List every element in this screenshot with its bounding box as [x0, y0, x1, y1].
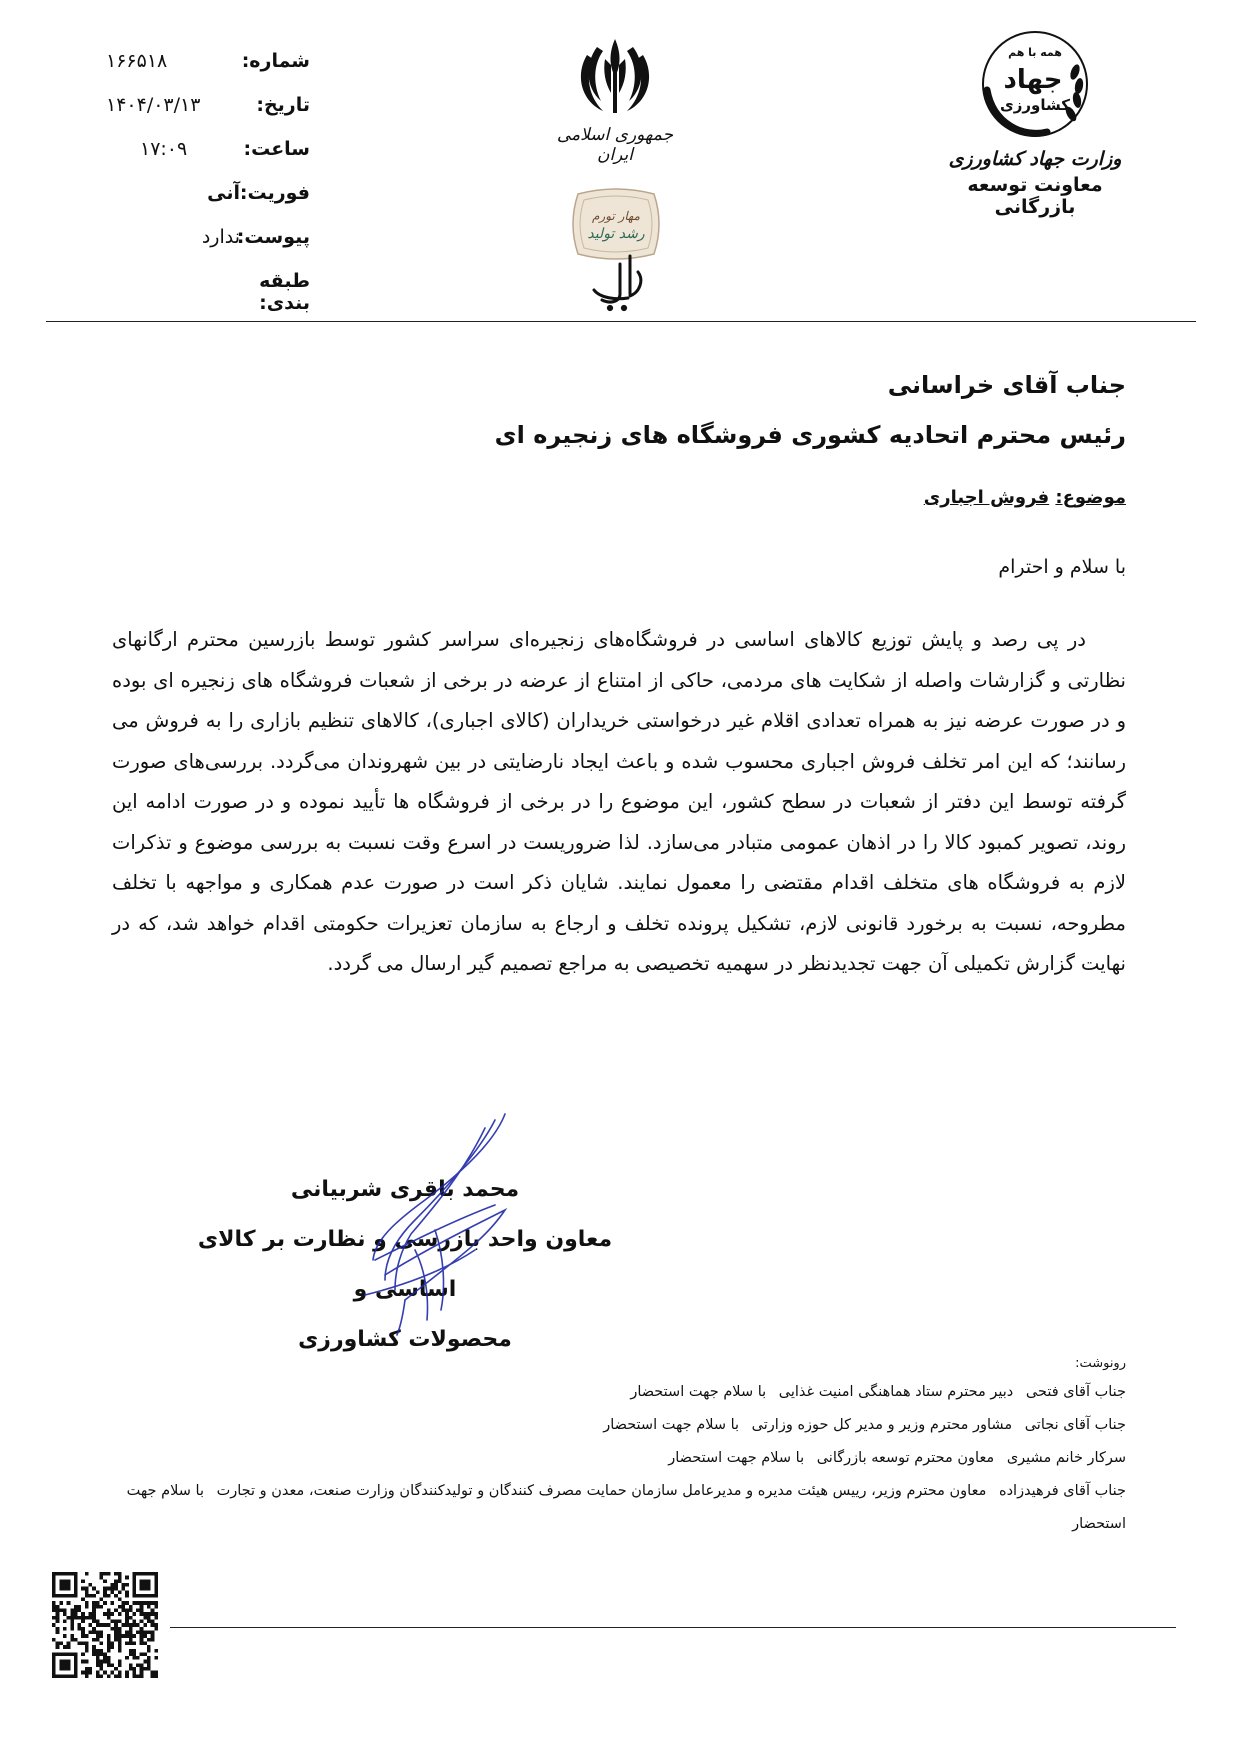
number-label: شماره: — [241, 50, 310, 72]
emblem-caption: جمهوری اسلامی ایران — [556, 125, 674, 165]
handwritten-signature — [345, 1110, 535, 1340]
signatory-title-line1: معاون واحد بازرسی و نظارت بر کالای اساسی و — [197, 1227, 613, 1302]
classification-label: طبقه بندی: — [259, 270, 310, 314]
cc-name: جناب آقای فتحی — [1025, 1384, 1126, 1400]
date-label: تاریخ: — [256, 94, 310, 116]
number-value: ۱۶۶۵۱۸ — [106, 50, 168, 72]
priority-label: فوریت: — [239, 182, 310, 204]
attachment-value: ندارد — [201, 226, 240, 248]
letter-body: در پی رصد و پایش توزیع کالاهای اساسی در فروشگاه‌های زنجیره‌ای سراسر کشور توسط بازرسین محترم ارگانهای نظارتی و گزارشات واصله از شکایت های مردمی، حاکی از امتناع از عرضه در برخی از شعبات فروشگاه های زنجیره ای بوده و در صورت عرضه نیز به همراه تعدادی اقلام غیر درخواستی خریداران (کالای اجباری)، کالاهای تنظیم بازاری را به فروش می رسانند؛ که این امر تخلف فروش اجباری محسوب شده و باعث ایجاد نارضایتی در بین شهروندان می‌گردد. بررسی‌های صورت گرفته توسط این دفتر از شعبات در سطح کشور، این موضوع را در برخی از فروشگاه ها تأیید نموده و در صورت ادامه این روند، تصویر کمبود کالا را در اذهان عمومی متبادر می‌سازد. لذا ضروریست در اسرع وقت نسبت به بررسی موضوع و تذکرات لازم به فروشگاه های متخلف اقدام مقتضی را معمول نمایند. شایان ذکر است در صورت عدم همکاری و مواجهه با تخلف مطروحه، نسبت به برخورد قانونی لازم، تشکیل پرونده تخلف و ارجاع به سازمان تعزیرات حکومتی اقدام خواهد شد، که در نهایت گزارش تکمیلی آن جهت تجدیدنظر در سهمیه تخصیصی به مراجع تصمیم گیر ارسال می گردد. — [112, 628, 1126, 975]
signatory-name: محمد باقری شربیانی — [290, 1177, 520, 1202]
qr-code-icon — [52, 1572, 158, 1678]
cc-note: با سلام جهت استحضار — [668, 1450, 805, 1466]
signature-icon — [345, 1110, 535, 1340]
cc-role: دبیر محترم ستاد هماهنگی امنیت غذایی — [778, 1384, 1014, 1400]
cc-note: با سلام جهت استحضار — [603, 1417, 740, 1433]
seal-main-text: جهاد — [1003, 65, 1063, 95]
seal-sub-text: کشاورزی — [1000, 96, 1070, 114]
meta-classification-row — [100, 270, 310, 314]
addressee — [126, 360, 1126, 460]
cc-row — [126, 1409, 1126, 1442]
meta-date-row — [100, 94, 310, 138]
attachment-label: پیوست: — [236, 226, 310, 248]
meta-attachment-row — [100, 226, 310, 270]
subject-label: موضوع: — [1055, 487, 1126, 508]
meta-number-row — [100, 50, 310, 94]
ministry-seal-icon — [975, 28, 1095, 146]
iran-emblem — [545, 35, 685, 165]
date-value: ۱۴۰۴/۰۳/۱۳ — [106, 94, 201, 116]
cc-role: معاون محترم توسعه بازرگانی — [816, 1450, 995, 1466]
cc-row — [126, 1376, 1126, 1409]
cc-note: با سلام جهت استحضار — [630, 1384, 767, 1400]
iran-emblem-icon — [575, 35, 655, 119]
footer-divider — [170, 1627, 1176, 1628]
slogan-line2: رشد تولید — [587, 226, 645, 242]
cc-row — [126, 1442, 1126, 1475]
greeting: با سلام و احترام — [998, 556, 1126, 578]
cc-list — [126, 1352, 1126, 1541]
cc-name: جناب آقای فرهیدزاده — [998, 1483, 1126, 1499]
cc-role: مشاور محترم وزیر و مدیر کل حوزه وزارتی — [751, 1417, 1013, 1433]
slogan-line1: مهار تورم — [592, 209, 640, 223]
cc-role: معاون محترم وزیر، رییس هیئت مدیره و مدیرعامل سازمان حمایت مصرف کنندگان و تولیدکنندگان وزارت صنعت، معدن و تجارت — [216, 1483, 987, 1499]
priority-value: آنی — [207, 182, 240, 204]
seal-top-text: همه با هم — [1008, 46, 1062, 59]
deputy-name: معاونت توسعه بازرگانی — [967, 174, 1103, 218]
ministry-logo — [940, 28, 1130, 218]
subject-value: فروش اجباری — [923, 487, 1050, 508]
time-label: ساعت: — [243, 138, 310, 160]
addressee-title: رئیس محترم اتحادیه کشوری فروشگاه های زنجیره ای — [494, 421, 1126, 449]
meta-priority-row — [100, 182, 310, 226]
cc-title: رونوشت: — [1075, 1356, 1126, 1371]
signatory-title-line2: محصولات کشاورزی — [298, 1327, 512, 1352]
calligraphy-mark — [580, 250, 652, 314]
qr-code — [52, 1572, 158, 1678]
subject — [924, 487, 1126, 508]
cc-note: با سلام جهت استحضار — [126, 1483, 1126, 1532]
calligraphy-icon — [580, 250, 652, 314]
cc-name: جناب آقای نجاتی — [1024, 1417, 1126, 1433]
time-value: ۱۷:۰۹ — [140, 138, 188, 160]
cc-name: سرکار خانم مشیری — [1006, 1450, 1126, 1466]
ministry-name: وزارت جهاد کشاورزی — [948, 148, 1122, 170]
meta-time-row — [100, 138, 310, 182]
header-divider — [46, 321, 1196, 322]
cc-row — [126, 1475, 1126, 1541]
addressee-name: جناب آقای خراسانی — [887, 371, 1126, 399]
letter-meta — [100, 50, 310, 314]
